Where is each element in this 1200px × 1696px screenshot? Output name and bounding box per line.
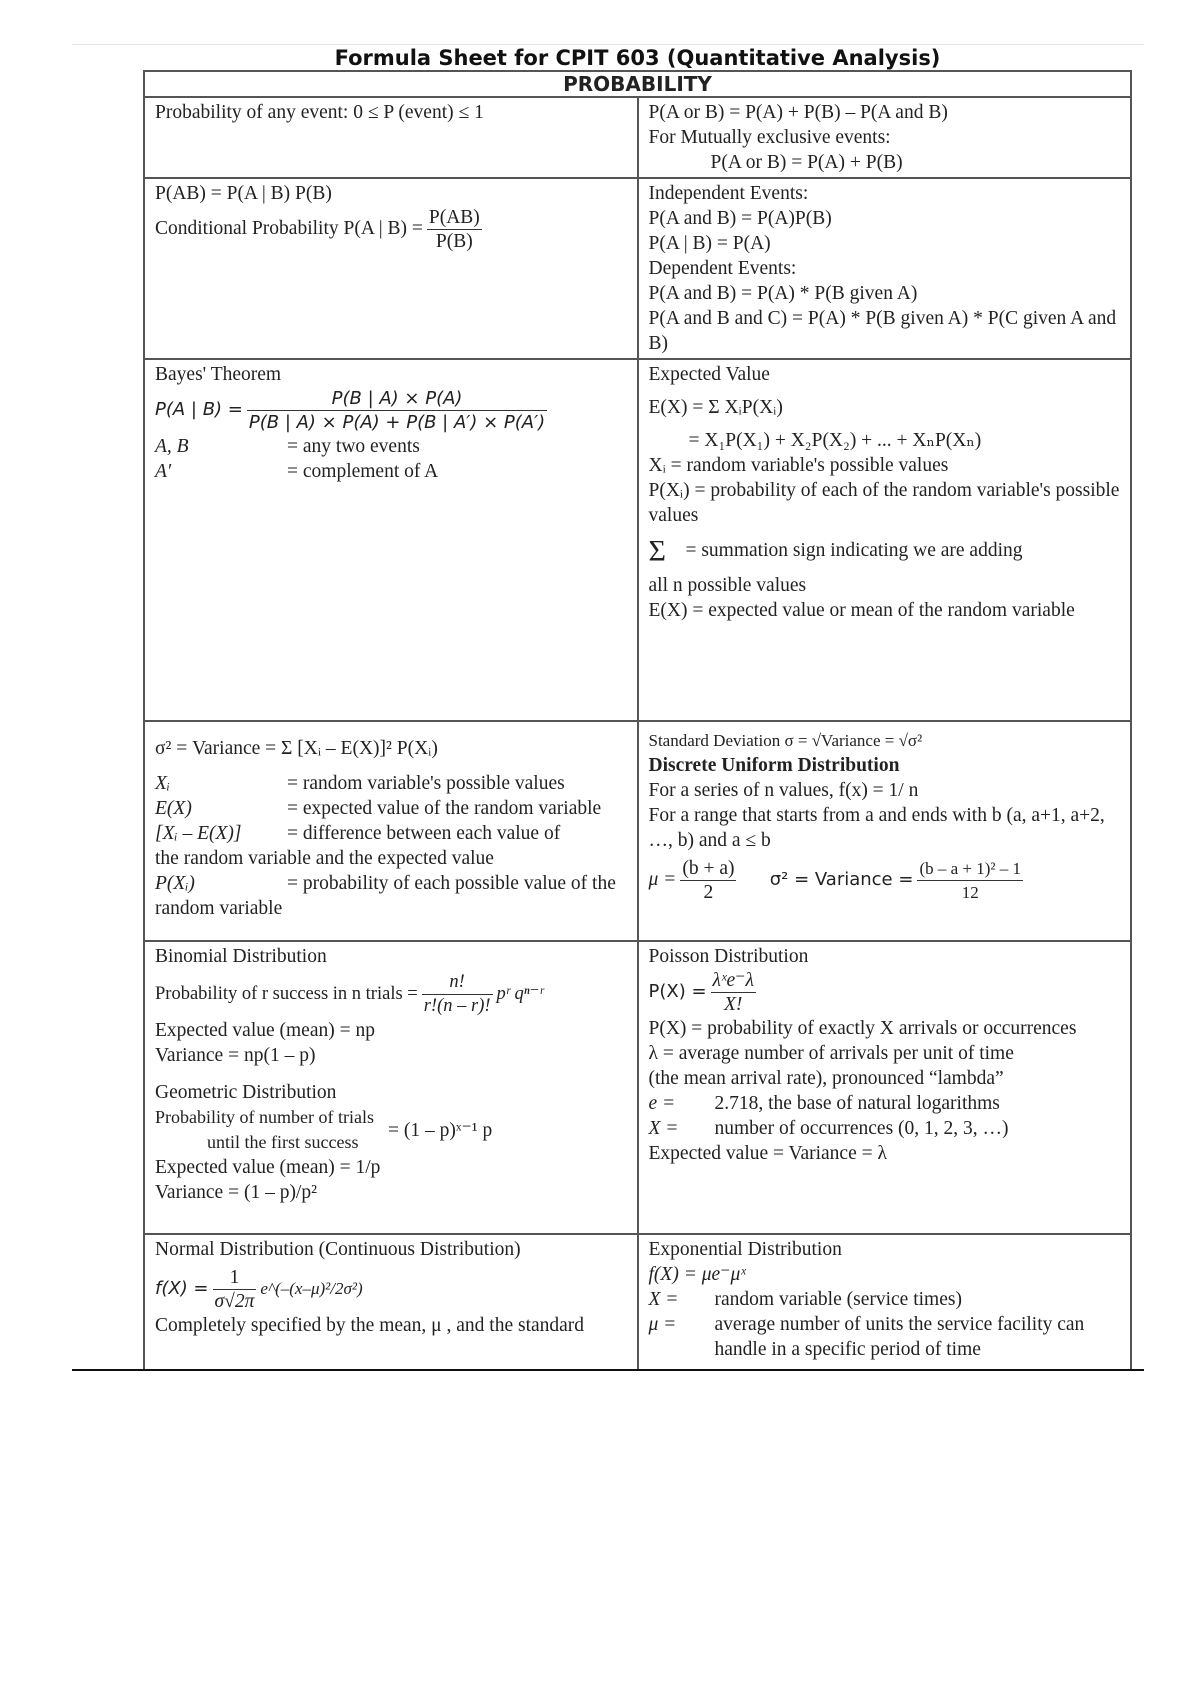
mean-fraction (680, 857, 736, 904)
cell-conditional (144, 178, 638, 359)
definition-text: number of occurrences (0, 1, 2, 3, …) (714, 1118, 1009, 1139)
exponential-formula: f(X) = μe⁻μˣ (648, 1264, 746, 1285)
definition-text: average number of units the service facility can handle in a specific period of time (714, 1314, 1085, 1360)
fraction-denominator: 2 (703, 882, 714, 903)
fraction-numerator: (b + a) (682, 858, 735, 879)
definition-text: = complement of A (287, 461, 439, 482)
cell-expected-value (638, 359, 1132, 721)
fraction-denominator: X! (724, 994, 743, 1015)
definition-text: = expected value of the random variable (287, 798, 602, 819)
definition-term: P(Xᵢ) (155, 873, 195, 894)
addition-rule: P(A or B) = P(A) + P(B) – P(A and B) (648, 102, 948, 123)
table-row (144, 97, 1131, 178)
exponential-mu-definition (649, 1312, 1121, 1362)
cell-poisson (638, 941, 1132, 1234)
uniform-variance-fraction (917, 857, 1023, 904)
spacer (155, 1068, 627, 1080)
table-row (144, 178, 1131, 359)
normal-formula (155, 1266, 627, 1313)
summation-icon: Σ (648, 534, 666, 568)
fraction-denominator: P(B | A) × P(A) + P(B | A′) × P(A′) (248, 412, 546, 433)
independent-rule-2: P(A | B) = P(A) (648, 233, 771, 254)
poisson-x-definition (649, 1116, 1121, 1141)
geometric-prob-line-2: until the first success (207, 1132, 359, 1152)
fraction-numerator: (b – a + 1)² – 1 (917, 857, 1023, 881)
variance-lhs: σ² = Variance = (769, 868, 914, 890)
all-n-values: all n possible values (648, 574, 807, 596)
geometric-prob-line-1: Probability of number of trials (155, 1107, 374, 1127)
variance-definition (155, 871, 627, 896)
definition-text: 2.718, the base of natural logarithms (714, 1093, 1000, 1114)
bayes-label: Bayes' Theorem (155, 364, 282, 385)
dependent-label: Dependent Events: (648, 258, 797, 279)
table-row (144, 359, 1131, 721)
geometric-label: Geometric Distribution (155, 1082, 337, 1103)
binomial-prob-text: Probability of r success in n trials = (155, 983, 418, 1004)
definition-text: random variable (service times) (714, 1289, 962, 1310)
conditional-probability (155, 206, 627, 253)
fraction-numerator: 1 (213, 1266, 257, 1290)
cell-addition-rule (638, 97, 1132, 178)
formula-sheet (143, 46, 1132, 1371)
bayes-formula (155, 387, 627, 434)
definition-term: [Xᵢ – E(X)] (155, 823, 242, 844)
definition-text: = difference between each value of (287, 823, 561, 844)
poisson-px-definition: P(X) = probability of exactly X arrivals or occurrences (648, 1018, 1077, 1039)
mutex-formula: P(A or B) = P(A) + P(B) (710, 152, 903, 173)
normal-fraction (213, 1266, 257, 1313)
dependent-rule-1: P(A and B) = P(A) * P(B given A) (648, 283, 918, 304)
definition-term: A′ (155, 461, 172, 482)
table-row (144, 1234, 1131, 1370)
definition-text: = probability of each possible value of the (287, 873, 616, 894)
poisson-fraction (711, 969, 756, 1016)
conditional-fraction (427, 206, 482, 253)
binomial-label: Binomial Distribution (155, 946, 327, 967)
poisson-lambda-note: (the mean arrival rate), pronounced “lambda” (648, 1068, 1004, 1089)
bayes-fraction (247, 387, 547, 434)
geometric-prob-text (155, 1105, 374, 1155)
cell-variance (144, 721, 638, 941)
binomial-variance: Variance = np(1 – p) (155, 1045, 316, 1066)
bottom-divider (72, 1369, 1144, 1371)
summation-text: = summation sign indicating we are adding (685, 540, 1023, 561)
definition-term: E(X) (155, 798, 192, 819)
uniform-label: Discrete Uniform Distribution (648, 755, 900, 776)
geometric-formula-rhs: = (1 – p)ˣ⁻¹ p (387, 1119, 493, 1141)
variance-definition (155, 771, 627, 796)
probability-range-text: Probability of any event: 0 ≤ P (event) ≤ 1 (155, 102, 484, 123)
binomial-mean: Expected value (mean) = np (155, 1020, 375, 1041)
cell-bayes (144, 359, 638, 721)
uniform-range: For a range that starts from a and ends with b (a, a+1, a+2, …, b) and a ≤ b (648, 805, 1105, 851)
section-header-row (144, 71, 1131, 97)
bayes-lhs: P(A | B) = (155, 398, 243, 420)
expected-value-expansion: = X₁P(X₁) + X₂P(X₂) + ... + XₙP(Xₙ) (688, 430, 982, 451)
normal-label: Normal Distribution (Continuous Distribution) (155, 1239, 521, 1260)
poisson-e-definition (649, 1091, 1121, 1116)
definition-term: X = (648, 1118, 679, 1139)
definition-term: X = (648, 1289, 679, 1310)
definition-complement (155, 459, 627, 484)
poisson-expected-variance: Expected value = Variance = λ (648, 1143, 887, 1164)
section-title: PROBABILITY (144, 71, 1131, 97)
geometric-variance: Variance = (1 – p)/p² (155, 1182, 317, 1203)
uniform-mean-variance (649, 857, 1121, 904)
variance-formula: σ² = Variance = Σ [Xᵢ – E(X)]² P(Xᵢ) (155, 738, 438, 759)
definition-term: e = (648, 1093, 676, 1114)
independent-rule-1: P(A and B) = P(A)P(B) (648, 208, 832, 229)
top-divider (72, 44, 1144, 45)
independent-label: Independent Events: (648, 183, 809, 204)
cell-probability-range (144, 97, 638, 178)
variance-definition (155, 796, 627, 821)
definition-events (155, 434, 627, 459)
fraction-numerator: λˣe⁻λ (712, 970, 754, 991)
cell-normal (144, 1234, 638, 1370)
uniform-series: For a series of n values, f(x) = 1/ n (648, 780, 919, 801)
exponential-label: Exponential Distribution (648, 1239, 842, 1260)
definition-text: = random variable's possible values (287, 773, 565, 794)
geometric-formula (155, 1105, 627, 1155)
formula-table (143, 70, 1132, 1371)
joint-probability: P(AB) = P(A | B) P(B) (155, 183, 332, 204)
fraction-denominator: r!(n – r)! (423, 996, 491, 1016)
expected-value-label: Expected Value (648, 364, 770, 385)
normal-description: Completely specified by the mean, μ , and the standard (155, 1315, 585, 1336)
mutex-label: For Mutually exclusive events: (648, 127, 891, 148)
fraction-denominator: 12 (961, 883, 979, 902)
definition-term: Xᵢ (155, 773, 170, 794)
normal-lhs: f(X) = (155, 1277, 209, 1299)
poisson-lhs: P(X) = (648, 980, 707, 1002)
definition-xi: Xᵢ = random variable's possible values (648, 455, 949, 476)
variance-definition-continued: random variable (155, 898, 283, 919)
cell-binomial-geometric (144, 941, 638, 1234)
standard-deviation: Standard Deviation σ = √Variance = √σ² (648, 731, 923, 750)
definition-ex: E(X) = expected value or mean of the random variable (648, 599, 1075, 621)
definition-term: A, B (155, 436, 189, 457)
fraction-numerator: P(B | A) × P(A) (247, 387, 547, 411)
definition-pxi: P(Xᵢ) = probability of each of the random variable's possible values (648, 480, 1120, 526)
poisson-formula (649, 969, 1121, 1016)
binomial-fraction (422, 971, 493, 1018)
summation-definition (648, 534, 1121, 568)
definition-term: μ = (648, 1314, 677, 1335)
conditional-label: Conditional Probability P(A | B) = (155, 217, 423, 239)
variance-definition-continued: the random variable and the expected value (155, 848, 494, 869)
fraction-denominator: P(B) (435, 231, 473, 252)
poisson-label: Poisson Distribution (648, 946, 809, 967)
normal-exponent: e^(–(x–μ)²/2σ²) (260, 1278, 363, 1298)
mean-lhs: μ = (648, 868, 677, 890)
fraction-numerator: n! (422, 971, 493, 995)
document-title: Formula Sheet for CPIT 603 (Quantitative Analysis) (334, 46, 941, 70)
cell-exponential (638, 1234, 1132, 1370)
fraction-denominator: σ√2π (214, 1291, 255, 1312)
binomial-formula (155, 971, 627, 1018)
definition-text: = any two events (287, 436, 420, 457)
table-row (144, 721, 1131, 941)
table-row (144, 941, 1131, 1234)
poisson-lambda-definition: λ = average number of arrivals per unit of time (648, 1043, 1014, 1064)
binomial-tail: pʳ qⁿ⁻ʳ (496, 983, 544, 1004)
cell-independence (638, 178, 1132, 359)
dependent-rule-2: P(A and B and C) = P(A) * P(B given A) * P(C given A and B) (648, 308, 1117, 354)
exponential-x-definition (649, 1287, 1121, 1312)
geometric-mean: Expected value (mean) = 1/p (155, 1157, 381, 1178)
variance-definition (155, 821, 627, 846)
fraction-numerator: P(AB) (428, 207, 480, 228)
expected-value-formula: E(X) = Σ XᵢP(Xᵢ) (648, 397, 783, 418)
cell-uniform (638, 721, 1132, 941)
